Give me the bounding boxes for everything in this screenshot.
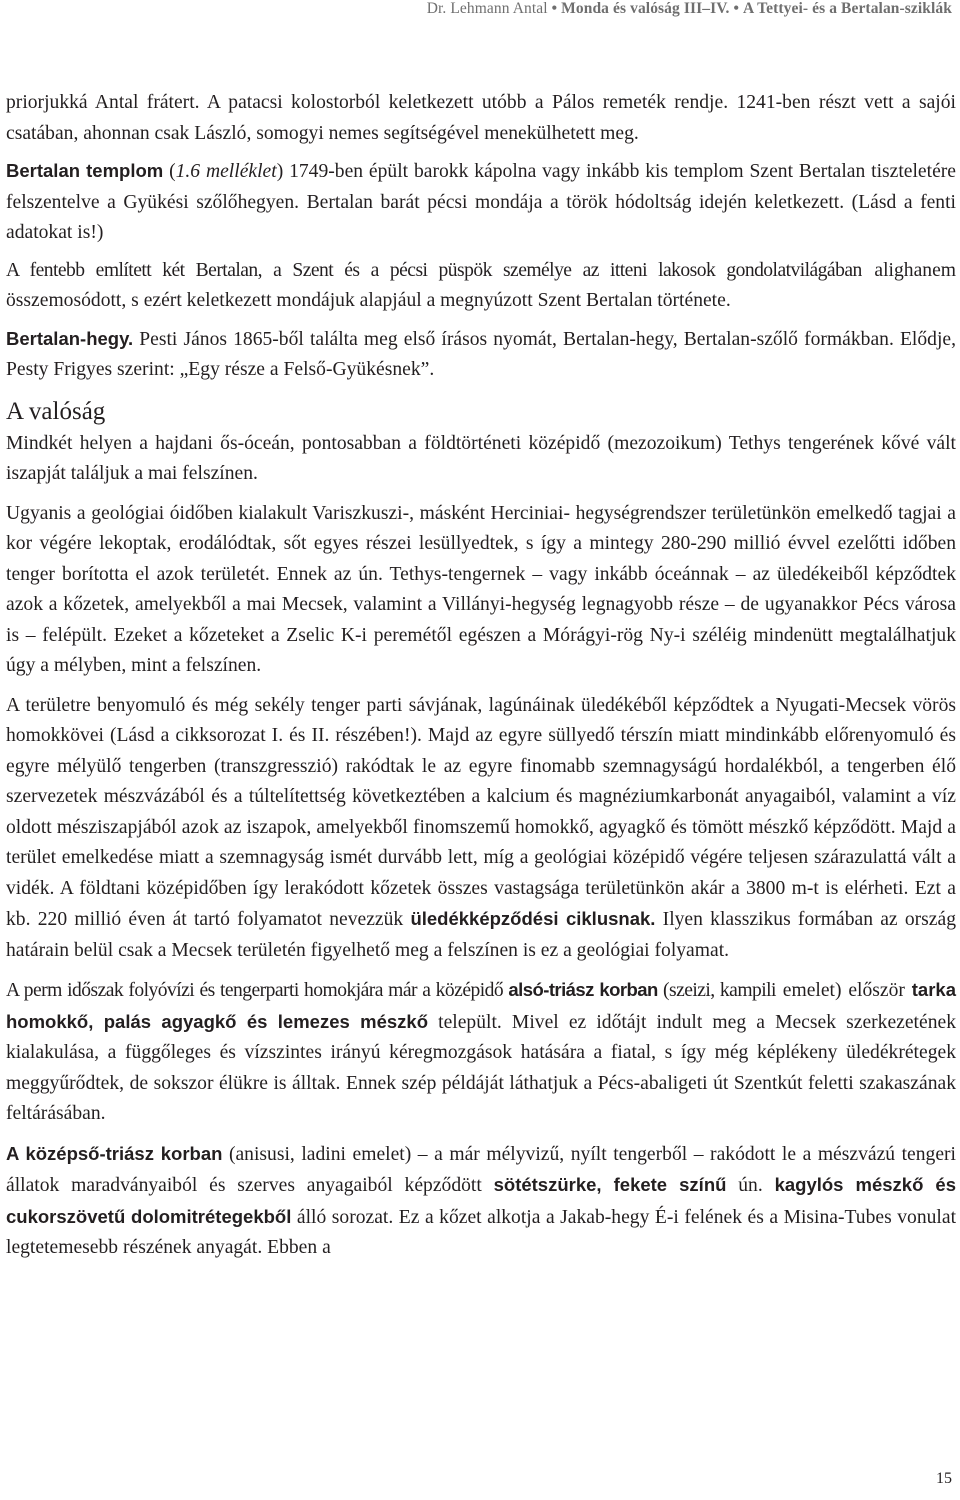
paragraph: A perm időszak folyóvízi és tengerparti homokjára már a középidő alsó-triász korban (szeizi, kampili emelet) először tarka homokkő, palás agyagkő és lemezes mészkő települt. Mivel ez időtájt indult meg a Mecsek szerkezetének kialakulása, a függőleges és vízszintes irányú kéregmozgások hatására a fiatal, s így még képlékeny üledékrétegek meggyűrődtek, de sokszor élükre is álltak. Ennek szép példáját láthatjuk a Pécs-abaligeti út Szentkút feletti szakaszának feltárásában. [6,979,956,1124]
running-header [0,0,952,18]
paragraph-lead: Bertalan-hegy. [6,327,134,349]
bold-term: tarka homokkő, palás agyagkő és lemezes mészkő [6,979,956,1032]
header-chapter: A Tettyei- és a Bertalan-sziklák [743,0,952,17]
bold-term: üledékképződési ciklusnak. [410,908,656,929]
header-author: Dr. Lehmann Antal [426,0,548,17]
bold-term: sötétszürke, fekete színű [493,1174,727,1195]
paragraph-lead: A középső-triász korban [6,1142,223,1164]
page-body [6,88,956,1264]
header-separator: • [733,0,740,17]
paragraph: priorjukká Antal frátert. A patacsi kolostorból keletkezett utóbb a Pálos remeték rendje. 1241-ben részt vett a sajói csatában, ahonnan csak László, somogyi nemes segítségével menekülhetett meg. [6,92,956,144]
bold-term: kagylós mészkő és cukorszövetű dolomitrétegekből [6,1174,957,1227]
annex-reference: 1.6 melléklet [175,161,277,182]
section-heading: A valóság [6,397,106,425]
header-series: Monda és valóság III–IV. [561,0,730,17]
paragraph: A fentebb említett két Bertalan, a Szent és a pécsi püspök személye az itteni lakosok gondolatvilágában alighanem összemosódott, s ezért keletkezett mondájuk alapjául a megnyúzott Szent Bertalan története. [6,259,957,311]
bold-term: alsó-triász korban [508,979,658,1000]
paragraph: Ugyanis a geológiai óidőben kialakult Variszkuszi-, másként Herciniai- hegységrendszer területünkön emelkedő tagjai a kor végére lekoptak, erodálódtak, sőt egyes részei lesüllyedtek, s így a mintegy 280-290 millió évvel ezelőtti időben tenger borította el azok területét. Ennek az ún. Tethys-tengernek – vagy inkább óceánnak – az üledékeiből képződtek azok a kőzetek, amelyekből a mai Mecsek, valamint a Villányi-hegység legnagyobb része – de ugyanakkor Pécs városa is – felépült. Ezeket a kőzeteket a Zselic K-i peremétől egészen a Mórágyi-rög Ny-i széléig mindenütt megtalálhatjuk úgy a mélyben, mint a felszínen. [6,502,956,676]
paragraph: A középső-triász korban (anisusi, ladini emelet) – a már mélyvizű, nyílt tengerből – rakódott le a mészvázú tengeri állatok maradványaiból és szerves anyagaiból képződött sötétszürke, fekete színű ún. kagylós mészkő és cukorszövetű dolomitrétegekből álló sorozat. Ez a kőzet alkotja a Jakab-hegy É-i felének és a Misina-Tubes vonulat legtetemesebb részének anyagát. Ebben a [6,1142,957,1258]
paragraph-bertalan-hegy: Bertalan-hegy. Pesti János 1865-ből találta meg első írásos nyomát, Bertalan-hegy, Bertalan-szőlő formákban. Elődje, Pesty Frigyes szerint: „Egy része a Felső-Gyükésnek”. [6,327,956,380]
paragraph: A területre benyomuló és még sekély tenger parti sávjának, lagúnáinak üledékéből képződtek a Nyugati-Mecsek vörös homokkövei (Lásd a cikksorozat I. és II. részében!). Majd az egyre süllyedő térszín miatt mindinkább előrenyomuló és egyre mélyülő tengerben (transzgresszió) rakódtak le az egyre finomabb szemnagyságú hordalékból, a tengerben élő szervezetek mészvázából és a túltelítettség következtében a kalcium és magnéziumkarbonát anyagaiból, valamint a víz oldott mésziszapjából azok az iszapok, amelyekből finomszemű homokkő, agyagkő és tömött mészkő képződött. Majd a terület emelkedése miatt a szemnagyság ismét durvább lett, míg a geológiai középidő végére teljesen szárazulattá vált a vidék. A földtani középidőben így lerakódott kőzetek összes vastagsága területünkön akár a 3800 m-t is elérheti. Ezt a kb. 220 millió éven át tartó folyamatot nevezzük üledékképződési ciklusnak. Ilyen klasszikus formában az ország határain belül csak a Mecsek területén figyelhető meg a felszínen is ez a geológiai folyamat. [6,694,956,961]
page-number: 15 [936,1470,952,1487]
paragraph-lead: Bertalan templom [6,160,164,181]
paragraph-bertalan-templom: Bertalan templom (1.6 melléklet) 1749-ben épült barokk kápolna vagy inkább kis templom Szent Bertalan tiszteletére felszentelve a Gyükési szőlőhegyen. Bertalan barát pécsi mondája a török hódoltság idején keletkezett. (Lásd a fenti adatokat is!) [6,160,956,243]
header-separator: • [551,0,558,17]
paragraph: Mindkét helyen a hajdani ős-óceán, pontosabban a földtörténeti középidő (mezozoikum) Tethys tengerének kővé vált iszapját találjuk a mai felszínen. [6,432,956,484]
